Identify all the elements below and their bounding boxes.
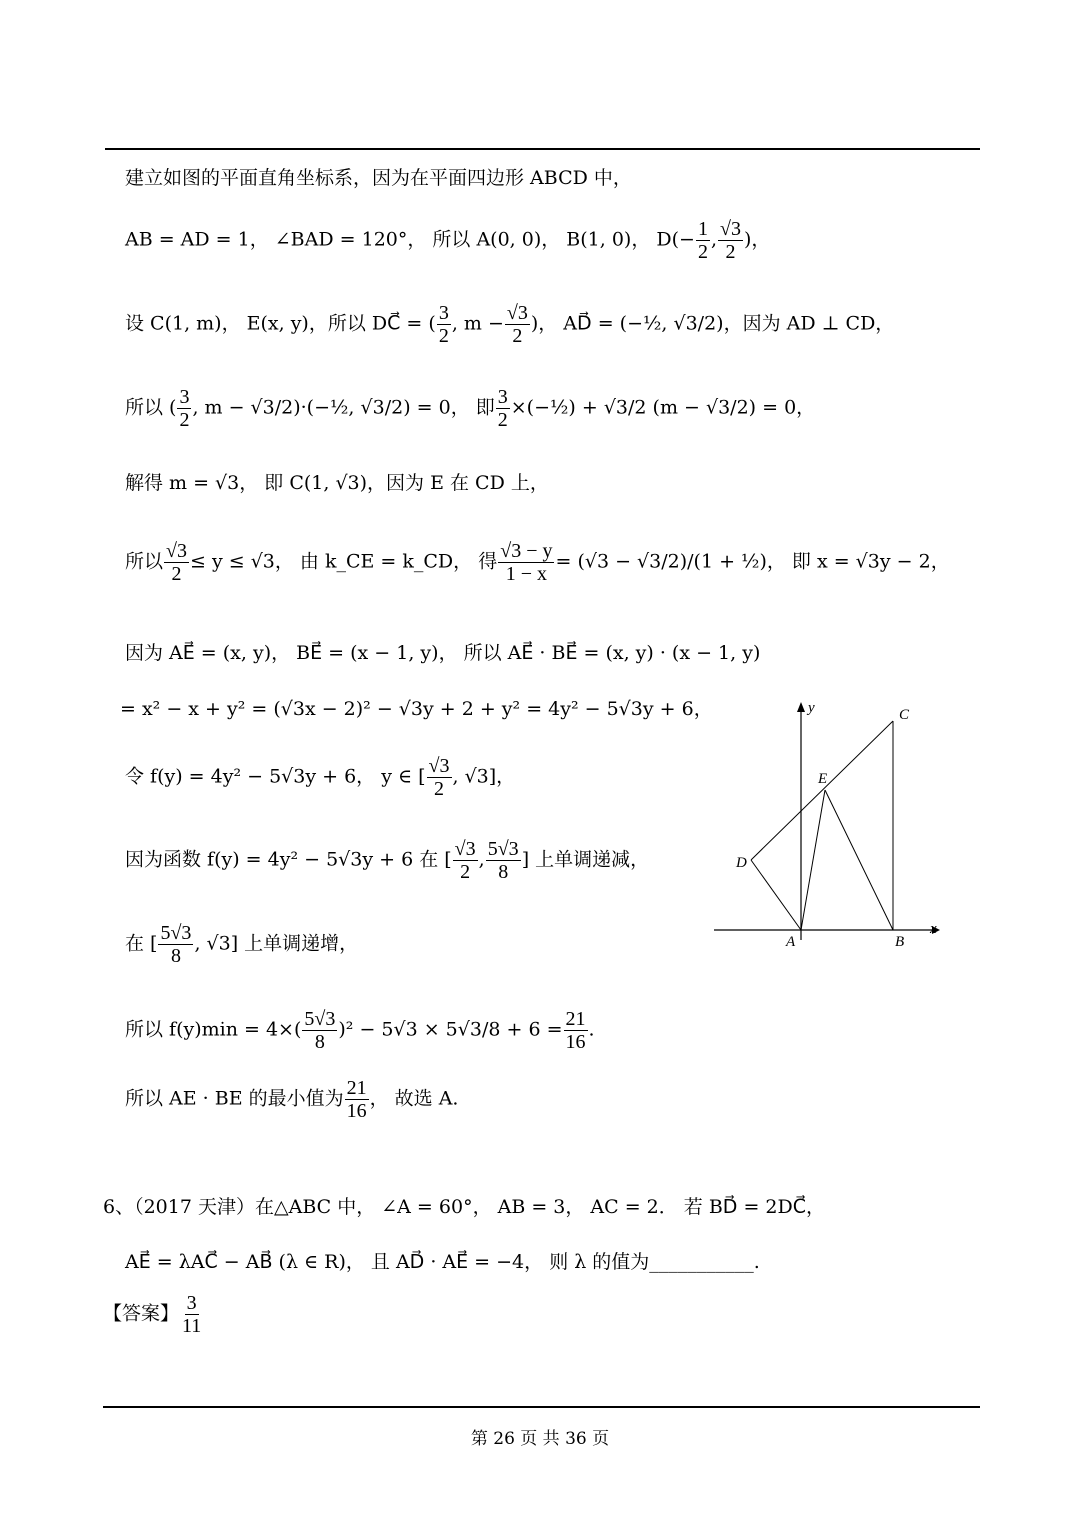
- denominator: 2: [171, 563, 182, 585]
- numerator: √3: [506, 302, 528, 324]
- denominator: 2: [725, 241, 736, 263]
- answer-line: [103, 1292, 204, 1337]
- formula-text: 所以: [125, 550, 164, 573]
- denominator: 2: [497, 409, 508, 431]
- denominator: 8: [170, 945, 181, 967]
- label-x: x: [930, 921, 937, 937]
- text-line: [125, 755, 515, 800]
- formula-text: ,: [478, 848, 485, 871]
- formula-text: 所以 f(y)min = 4×(: [125, 1018, 302, 1041]
- fraction: [496, 386, 510, 431]
- fraction: [505, 302, 530, 347]
- coordinate-figure: [700, 690, 960, 960]
- page-footer: 第 26 页 共 36 页: [470, 1429, 610, 1449]
- fraction: [164, 540, 189, 585]
- label-A: A: [786, 934, 796, 950]
- label-E: E: [818, 771, 828, 787]
- text-line: [125, 1077, 458, 1122]
- segment-EB: [825, 790, 893, 930]
- numerator: 3: [186, 1292, 197, 1314]
- formula-text: , m − √3/2)·(−½, √3/2) = 0， 即: [192, 396, 495, 419]
- text-line: [125, 838, 649, 883]
- label-D: D: [736, 855, 747, 871]
- numerator: 5√3: [304, 1008, 336, 1030]
- fraction: [437, 302, 451, 347]
- text-line: [125, 540, 950, 585]
- text-line: 因为 AE⃗ = (x, y)， BE⃗ = (x − 1, y)， 所以 AE⃗ · BE⃗ = (x, y) · (x − 1, y): [125, 642, 761, 664]
- formula-text: )² − 5√3 × 5√3/8 + 6 =: [338, 1018, 563, 1041]
- text-line: [125, 922, 358, 967]
- problem-6-line: 6、（2017 天津）在△ABC 中， ∠A = 60°， AB = 3， AC = 2． 若 BD⃗ = 2DC⃗，: [103, 1196, 826, 1218]
- text-line: [125, 1008, 595, 1053]
- numerator: 21: [346, 1077, 367, 1099]
- fraction: [345, 1077, 369, 1122]
- denominator: 16: [565, 1031, 586, 1053]
- formula-text: ≤ y ≤ √3， 由 k_CE = k_CD， 得: [190, 550, 498, 573]
- numerator: √3: [166, 540, 187, 562]
- text-line: [125, 218, 770, 263]
- formula-text: 在 [: [125, 932, 158, 955]
- y-axis-arrow: [797, 702, 805, 712]
- text-line: [125, 302, 894, 347]
- formula-text: AB = AD = 1， ∠BAD = 120°， 所以 A(0, 0)， B(1, 0)， D(−: [125, 228, 695, 251]
- denominator: 2: [179, 409, 190, 431]
- segment-AD: [751, 860, 801, 930]
- formula-text: = (√3 − √3/2)/(1 + ½)， 即 x = √3y − 2，: [555, 550, 950, 573]
- denominator: 2: [438, 325, 449, 347]
- text-line: 建立如图的平面直角坐标系，因为在平面四边形 ABCD 中，: [125, 167, 632, 189]
- text-line: 解得 m = √3， 即 C(1, √3)，因为 E 在 CD 上，: [125, 472, 549, 494]
- label-B: B: [895, 934, 905, 950]
- fraction: [427, 755, 452, 800]
- formula-text: , m −: [451, 312, 504, 335]
- formula-text: 所以 (: [125, 396, 177, 419]
- numerator: √3: [454, 838, 476, 860]
- text-line: = x² − x + y² = (√3x − 2)² − √3y + 2 + y² = 4y² − 5√3y + 6，: [120, 698, 713, 720]
- label-C: C: [899, 707, 910, 723]
- numerator: 21: [565, 1008, 586, 1030]
- formula-text: ， 故选 A.: [369, 1087, 459, 1110]
- numerator: 3: [497, 386, 508, 408]
- formula-text: ] 上单调递减，: [521, 848, 650, 871]
- numerator: 5√3: [160, 922, 192, 944]
- fraction: [302, 1008, 337, 1053]
- denominator: 8: [498, 861, 509, 883]
- numerator: 1: [697, 218, 708, 240]
- segment-DC: [751, 721, 893, 860]
- header-rule: [105, 148, 980, 150]
- denominator: 11: [182, 1315, 202, 1337]
- numerator: 3: [438, 302, 449, 324]
- fraction: [498, 540, 554, 585]
- formula-text: )，: [743, 228, 771, 251]
- problem-6-line: AE⃗ = λAC⃗ − AB⃗ (λ ∈ R)， 且 AD⃗ · AE⃗ = −4， 则 λ 的值为___________.: [125, 1251, 760, 1273]
- fraction: [696, 218, 710, 263]
- segment-AE: [801, 790, 825, 930]
- denominator: 2: [460, 861, 471, 883]
- denominator: 2: [434, 778, 444, 800]
- formula-text: 令 f(y) = 4y² − 5√3y + 6， y ∈ [: [125, 765, 426, 788]
- text-line: [125, 386, 815, 431]
- denominator: 16: [346, 1100, 367, 1122]
- denominator: 1 − x: [505, 563, 547, 585]
- fraction: [718, 218, 743, 263]
- denominator: 2: [512, 325, 523, 347]
- formula-text: 所以 AE · BE 的最小值为: [125, 1087, 344, 1110]
- formula-text: , √3]，: [452, 765, 516, 788]
- footer-rule: [103, 1406, 980, 1408]
- denominator: 2: [697, 241, 708, 263]
- answer-label: 【答案】: [103, 1302, 180, 1325]
- formula-text: 因为函数 f(y) = 4y² − 5√3y + 6 在 [: [125, 848, 452, 871]
- numerator: 3: [179, 386, 190, 408]
- numerator: √3: [428, 755, 450, 777]
- numerator: √3 − y: [500, 540, 553, 562]
- numerator: 5√3: [487, 838, 519, 860]
- numerator: √3: [719, 218, 741, 240]
- fraction: [564, 1008, 588, 1053]
- label-y: y: [808, 700, 815, 716]
- fraction: [486, 838, 521, 883]
- fraction: [158, 922, 193, 967]
- formula-text: )， AD⃗ = (−½, √3/2)，因为 AD ⊥ CD，: [530, 312, 895, 335]
- formula-text: , √3] 上单调递增，: [194, 932, 359, 955]
- denominator: 8: [314, 1031, 325, 1053]
- formula-text: 设 C(1, m)， E(x, y)，所以 DC⃗ = (: [125, 312, 436, 335]
- formula-text: ,: [710, 228, 717, 251]
- fraction: [453, 838, 478, 883]
- formula-text: ×(−½) + √3/2 (m − √3/2) = 0，: [510, 396, 816, 419]
- fraction: [177, 386, 191, 431]
- formula-text: .: [588, 1018, 595, 1041]
- answer-fraction: [180, 1292, 203, 1337]
